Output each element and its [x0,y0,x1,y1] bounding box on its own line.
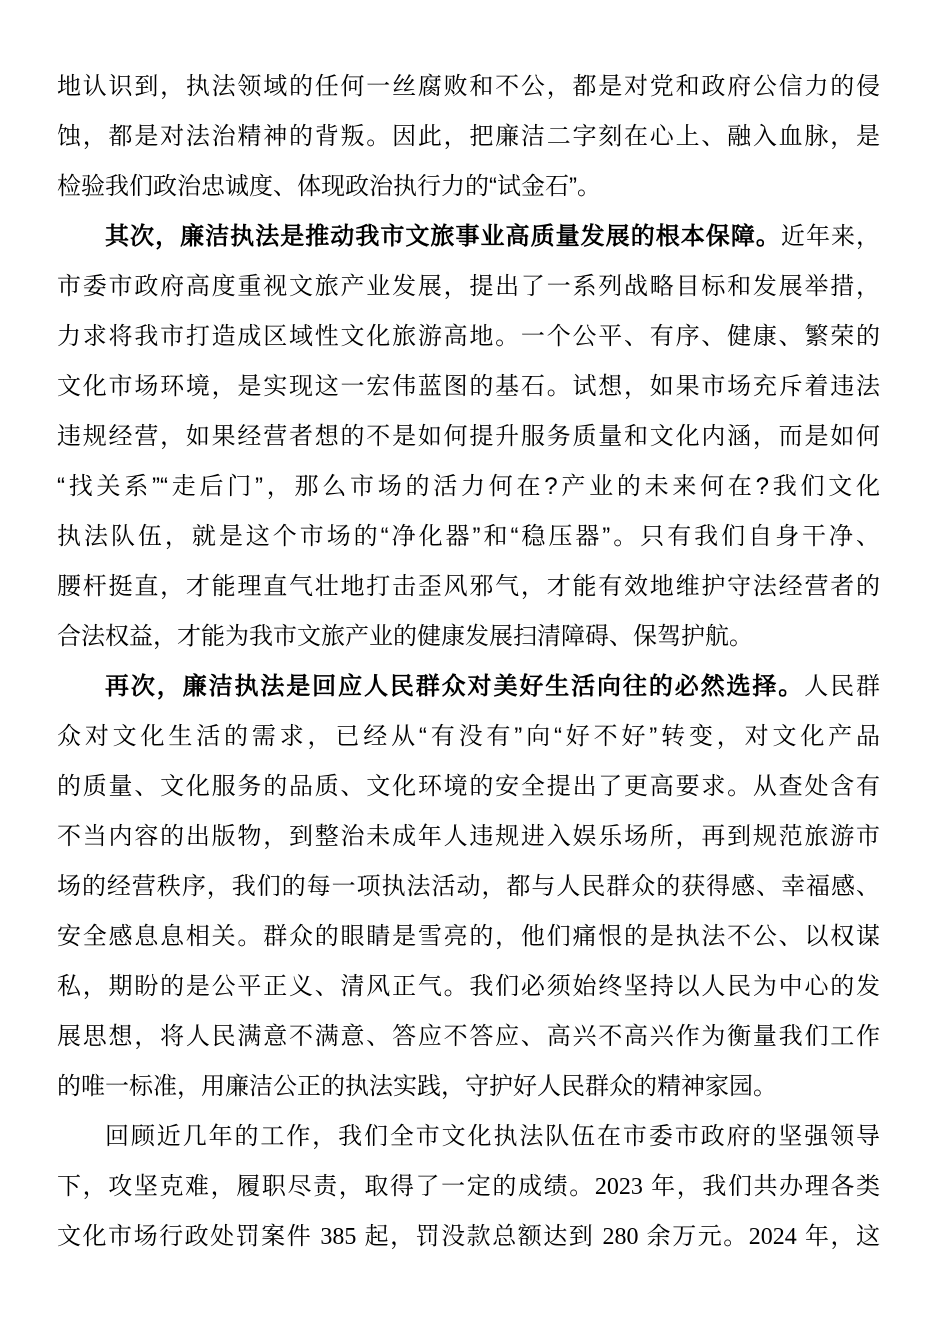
text-line [57,912,880,962]
text-line [57,212,880,262]
text-line [57,312,880,362]
body-text: 展思想，将人民满意不满意、答应不答应、高兴不高兴作为衡量我们工作 [57,1023,880,1050]
body-text: 2024 [748,1224,797,1250]
paragraph [57,62,880,212]
body-text: 安全感息息相关。群众的眼睛是雪亮的，他们痛恨的是执法不公、以权谋 [57,923,880,950]
paragraph [57,662,880,1112]
bold-lead-text: 再次，廉洁执法是回应人民群众对美好生活向往的必然选择。 [105,673,805,700]
body-text: 人民群 [804,673,880,700]
text-line [57,712,880,762]
body-text: 近年来， [780,223,880,250]
body-text: 文化市场环境，是实现这一宏伟蓝图的基石。试想，如果市场充斥着违法 [57,373,880,400]
body-text: 违规经营，如果经营者想的不是如何提升服务质量和文化内涵，而是如何 [57,423,880,450]
text-line [57,362,880,412]
body-text: 余万元。 [638,1223,749,1250]
text-line [57,412,880,462]
text-line [57,162,880,212]
text-line [57,662,880,712]
body-text: 力求将我市打造成区域性文化旅游高地。一个公平、有序、健康、繁荣的 [57,323,880,350]
text-line [57,1162,880,1212]
text-line [57,862,880,912]
body-text: 众对文化生活的需求，已经从“有没有”向“好不好”转变，对文化产品 [57,723,880,750]
body-text: 私，期盼的是公平正义、清风正气。我们必须始终坚持以人民为中心的发 [57,973,880,1000]
text-line [57,562,880,612]
body-text: 腰杆挺直，才能理直气壮地打击歪风邪气，才能有效地维护守法经营者的 [57,573,880,600]
text-line [57,1062,880,1112]
body-text: 下，攻坚克难，履职尽责，取得了一定的成绩。 [57,1173,595,1200]
body-text: 年，这 [796,1223,880,1250]
body-text: 文化市场行政处罚案件 [57,1223,321,1250]
body-text: 检验我们政治忠诚度、体现政治执行力的“试金石”。 [57,173,601,200]
body-text: 不当内容的出版物，到整治未成年人违规进入娱乐场所，再到规范旅游市 [57,823,880,850]
body-text: 地认识到，执法领域的任何一丝腐败和不公，都是对党和政府公信力的侵 [57,73,880,100]
text-line [57,112,880,162]
paragraph [57,1112,880,1262]
body-text: 起，罚没款总额达到 [356,1223,603,1250]
text-line [57,612,880,662]
text-line [57,262,880,312]
text-line [57,462,880,512]
body-text: 280 [602,1224,639,1250]
paragraph [57,212,880,662]
text-line [57,1012,880,1062]
body-text: 执法队伍，就是这个市场的“净化器”和“稳压器”。只有我们自身干净、 [57,523,880,550]
body-text: 回顾近几年的工作，我们全市文化执法队伍在市委市政府的坚强领导 [105,1123,880,1150]
body-text: 市委市政府高度重视文旅产业发展，提出了一系列战略目标和发展举措， [57,273,880,300]
body-text: 2023 [594,1174,643,1200]
body-text: “找关系”“走后门”，那么市场的活力何在?产业的未来何在?我们文化 [57,473,880,500]
body-text: 场的经营秩序，我们的每一项执法活动，都与人民群众的获得感、幸福感、 [57,873,880,900]
body-text: 年，我们共办理各类 [642,1173,880,1200]
text-line [57,962,880,1012]
text-line [57,812,880,862]
text-line [57,1112,880,1162]
text-line [57,512,880,562]
text-line [57,762,880,812]
body-text: 蚀，都是对法治精神的背叛。因此，把廉洁二字刻在心上、融入血脉，是 [57,123,880,150]
text-block [57,62,880,1262]
body-text: 的质量、文化服务的品质、文化环境的安全提出了更高要求。从查处含有 [57,773,880,800]
body-text: 的唯一标准，用廉洁公正的执法实践，守护好人民群众的精神家园。 [57,1073,777,1100]
text-line [57,62,880,112]
body-text: 385 [320,1224,357,1250]
bold-lead-text: 其次，廉洁执法是推动我市文旅事业高质量发展的根本保障。 [105,223,781,250]
body-text: 合法权益，才能为我市文旅产业的健康发展扫清障碍、保驾护航。 [57,623,753,650]
text-line [57,1212,880,1262]
